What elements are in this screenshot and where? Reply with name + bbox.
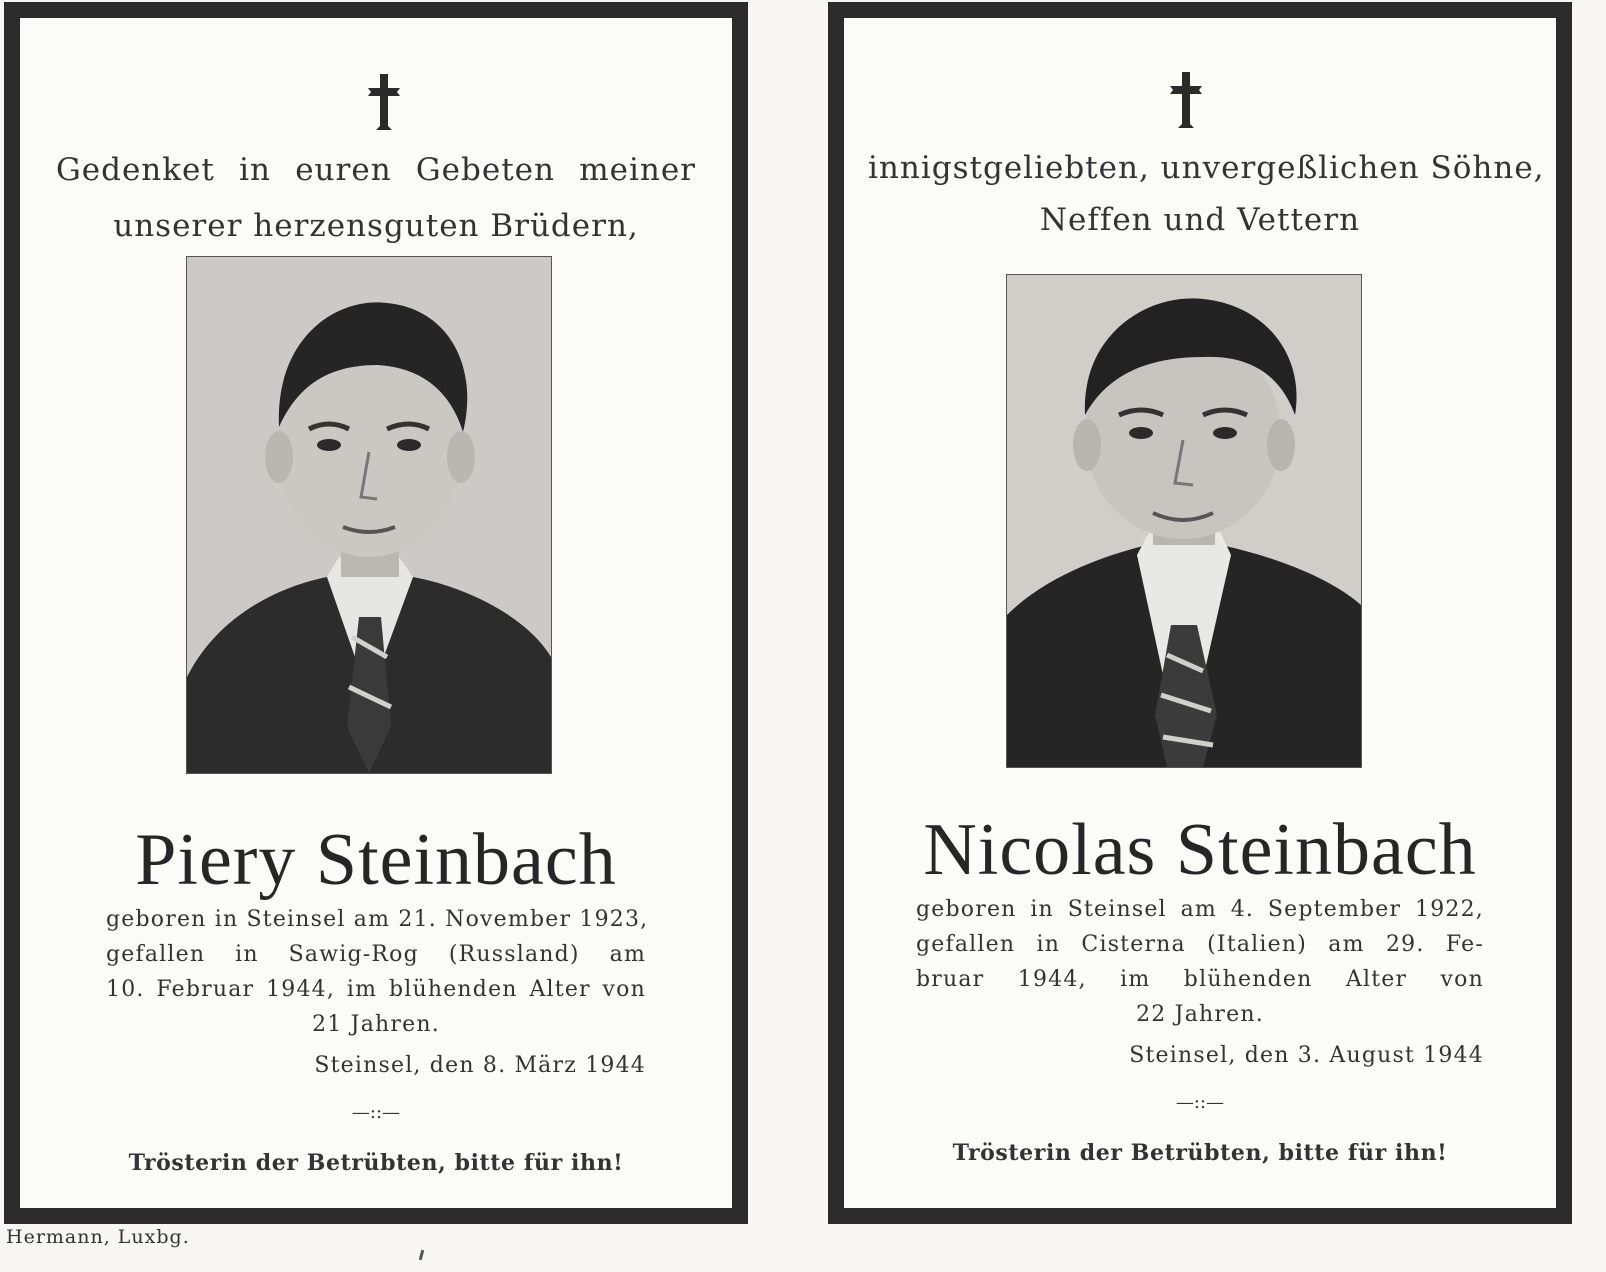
intro-line: Gedenket in euren Gebeten meiner — [56, 152, 696, 188]
prayer-text: Trösterin der Betrübten, bitte für ihn! — [952, 1140, 1448, 1166]
intro-line: innigstgeliebten, unvergeßlichen Söhne, — [868, 150, 1545, 186]
dateline: Steinsel, den 8. März 1944 — [314, 1053, 646, 1078]
detail-line: gefallen in Sawig-Rog (Russland) am — [106, 942, 646, 967]
detail-line: 21 Jahren. — [312, 1012, 440, 1037]
intro-text — [56, 142, 696, 254]
details-block — [916, 892, 1484, 1171]
dateline: Steinsel, den 3. August 1944 — [1129, 1043, 1484, 1068]
deceased-name: Piery Steinbach — [135, 819, 617, 901]
intro-line: unserer herzensguten Brüdern, — [113, 208, 639, 244]
printer-credit: Hermann, Luxbg. — [6, 1226, 190, 1248]
portrait-photo — [1006, 274, 1362, 768]
portrait-photo — [186, 256, 552, 774]
detail-line: geboren in Steinsel am 21. November 1923, — [106, 907, 649, 932]
cross-icon — [1160, 68, 1212, 132]
prayer-text: Trösterin der Betrübten, bitte für ihn! — [128, 1150, 624, 1176]
intro-line: Neffen und Vettern — [1039, 202, 1361, 238]
memorial-card-right — [828, 2, 1572, 1224]
detail-line: bruar 1944, im blühenden Alter von — [916, 967, 1484, 992]
cross-icon — [358, 70, 410, 134]
detail-line: geboren in Steinsel am 4. September 1922, — [916, 897, 1484, 922]
intro-text — [868, 142, 1545, 246]
separator-ornament: —::— — [351, 1102, 401, 1123]
paper-speck — [419, 1250, 424, 1260]
detail-line: 10. Februar 1944, im blühenden Alter von — [106, 977, 646, 1002]
memorial-card-left — [4, 2, 748, 1224]
details-block — [106, 902, 649, 1181]
deceased-name: Nicolas Steinbach — [923, 809, 1477, 891]
separator-ornament: —::— — [1175, 1092, 1225, 1113]
detail-line: 22 Jahren. — [1136, 1002, 1264, 1027]
detail-line: gefallen in Cisterna (Italien) am 29. Fe- — [916, 932, 1484, 957]
